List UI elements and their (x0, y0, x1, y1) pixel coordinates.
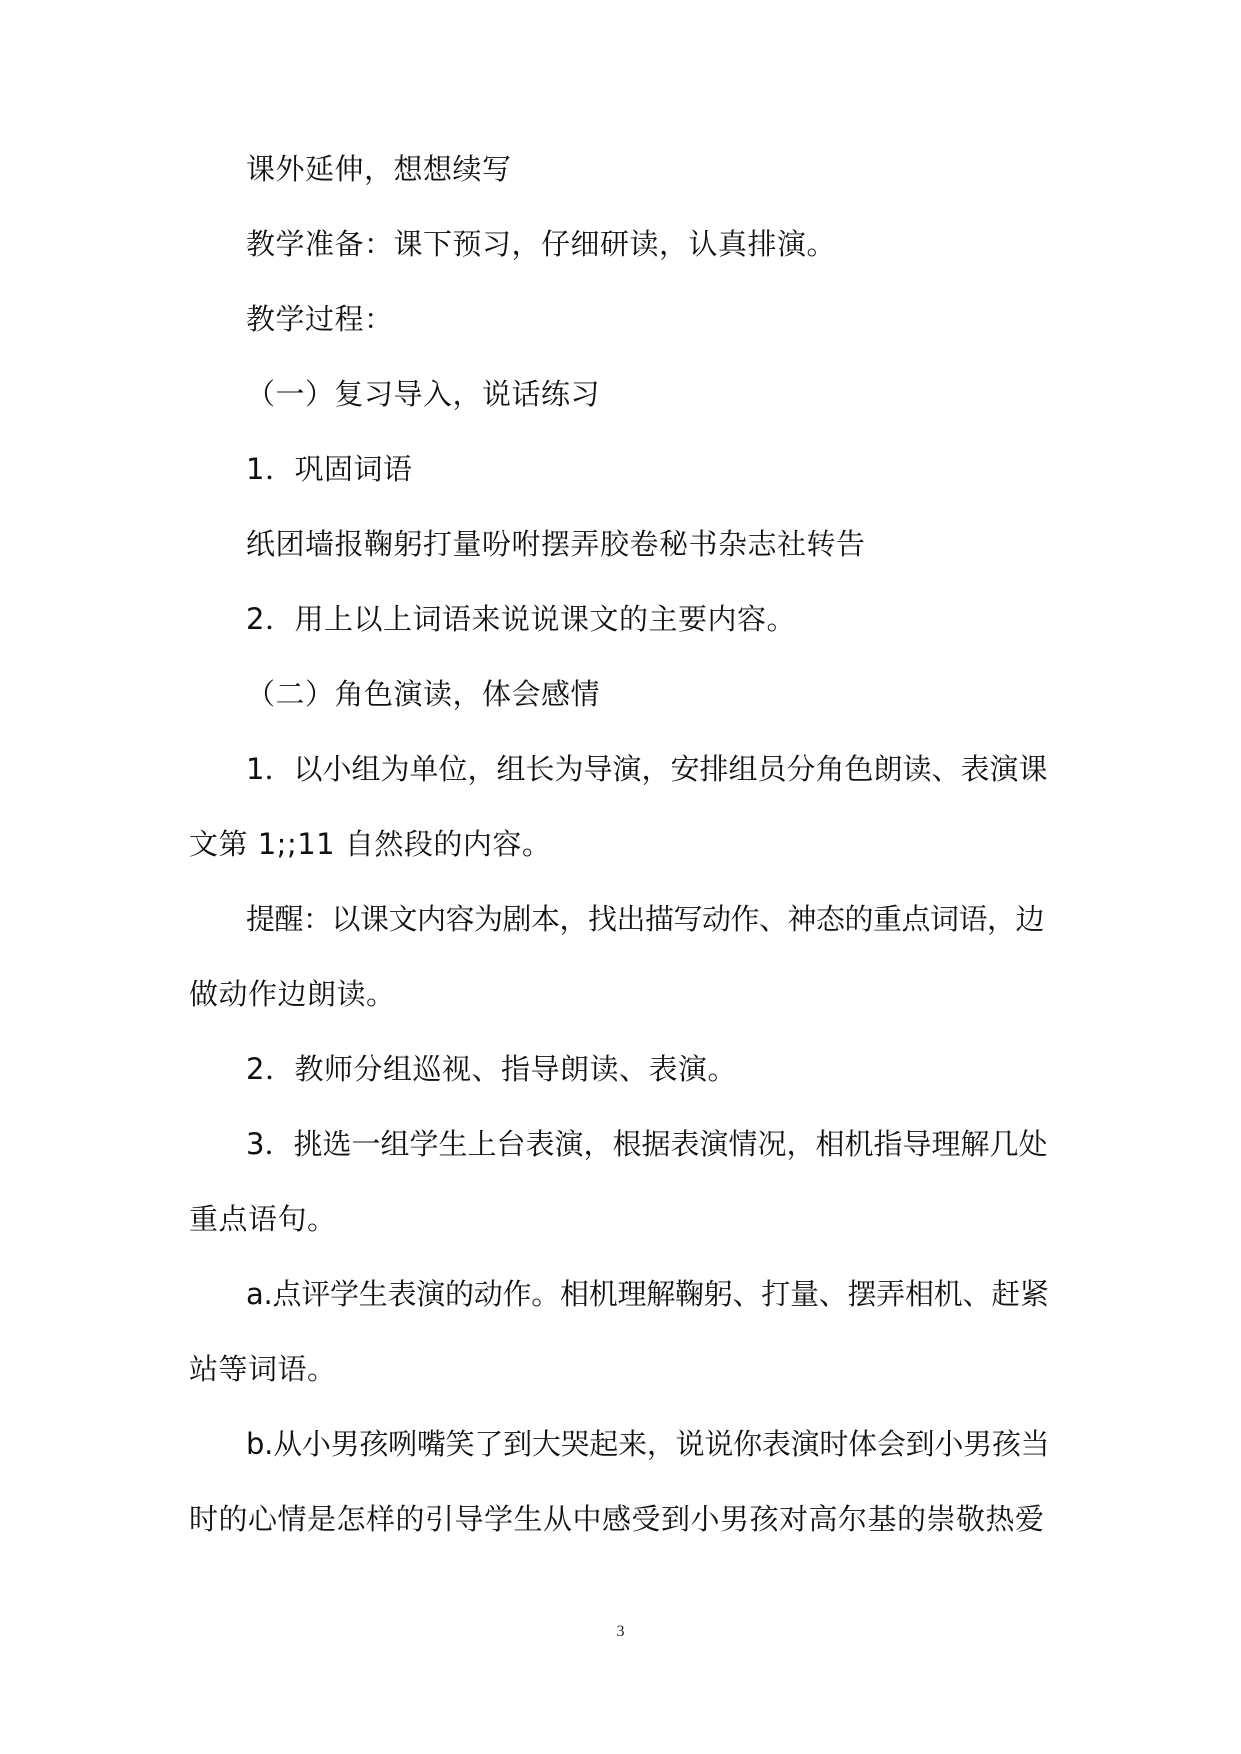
text-line-content: 3．挑选一组学生上台表演，根据表演情况，相机指导理解几处 (246, 1127, 1048, 1161)
text-line-content: 1．以小组为单位，组长为导演，安排组员分角色朗读、表演课 (246, 752, 1048, 786)
text-line (0, 1424, 1241, 1464)
text-line-content: 做动作边朗读。 (189, 977, 396, 1011)
text-line-content: （二）角色演读，体会感情 (246, 677, 601, 711)
text-line (0, 1274, 1241, 1314)
text-line (0, 1124, 1241, 1164)
text-line-content: 纸团墙报鞠躬打量吩咐摆弄胶卷秘书杂志社转告 (246, 527, 866, 561)
section-heading (0, 374, 1241, 414)
text-line (0, 1349, 1241, 1389)
text-line-content: 提醒：以课文内容为剧本，找出描写动作、神态的重点词语，边 (246, 902, 1045, 936)
text-line (0, 974, 1241, 1014)
text-line-content: 2．教师分组巡视、指导朗读、表演。 (246, 1052, 737, 1086)
text-line (0, 1499, 1241, 1539)
text-line-content: 2．用上以上词语来说说课文的主要内容。 (246, 602, 796, 636)
text-line (0, 824, 1241, 864)
text-line-content: 重点语句。 (189, 1202, 337, 1236)
text-line-content: 时的心情是怎样的引导学生从中感受到小男孩对高尔基的崇敬热爱 (189, 1502, 1045, 1536)
text-line-content: 课外延伸，想想续写 (246, 152, 512, 186)
text-line-content: a.点评学生表演的动作。相机理解鞠躬、打量、摆弄相机、赶紧 (246, 1277, 1049, 1311)
text-line (0, 224, 1241, 264)
text-line (0, 299, 1241, 339)
text-line (0, 149, 1241, 189)
text-line-content: 1．巩固词语 (246, 452, 413, 486)
text-line (0, 449, 1241, 489)
text-line (0, 749, 1241, 789)
text-line-content: b.从小男孩咧嘴笑了到大哭起来，说说你表演时体会到小男孩当 (246, 1427, 1050, 1461)
text-line-content: 教学准备：课下预习，仔细研读，认真排演。 (246, 227, 837, 261)
text-line-content: （一）复习导入，说话练习 (246, 377, 601, 411)
text-line (0, 524, 1241, 564)
text-line (0, 1199, 1241, 1239)
text-line (0, 899, 1241, 939)
text-line-content: 文第 1;;11 自然段的内容。 (189, 827, 552, 861)
section-heading (0, 674, 1241, 714)
text-line-content: 教学过程： (246, 302, 394, 336)
text-line-content: 站等词语。 (189, 1352, 337, 1386)
text-line (0, 599, 1241, 639)
text-line (0, 1049, 1241, 1089)
page-number: 3 (616, 1623, 625, 1640)
